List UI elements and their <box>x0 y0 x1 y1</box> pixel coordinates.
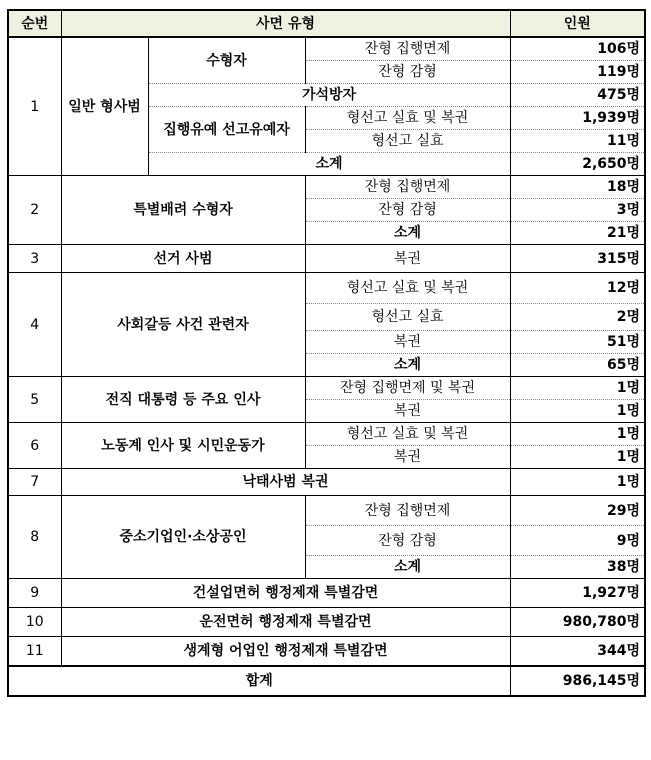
type-label: 잔형 감형 <box>305 526 510 556</box>
category-label: 전직 대통령 등 주요 인사 <box>61 377 305 423</box>
category-label: 선거 사범 <box>61 245 305 273</box>
row-number: 1 <box>8 37 61 176</box>
total-label: 합계 <box>8 666 510 696</box>
type-label: 복권 <box>305 400 510 423</box>
table-row <box>8 37 645 61</box>
count-value: 1명 <box>510 377 645 400</box>
type-label: 형선고 실효 <box>305 304 510 331</box>
table-row <box>8 273 645 304</box>
count-value: 12명 <box>510 273 645 304</box>
type-label: 잔형 집행면제 <box>305 496 510 526</box>
row-number: 6 <box>8 423 61 469</box>
subtotal-label: 소계 <box>305 222 510 245</box>
count-value: 1명 <box>510 400 645 423</box>
header-type: 사면 유형 <box>61 10 510 37</box>
row-number: 7 <box>8 469 61 496</box>
count-value: 1,927명 <box>510 579 645 608</box>
count-value: 9명 <box>510 526 645 556</box>
type-label: 복권 <box>305 331 510 354</box>
row-number: 3 <box>8 245 61 273</box>
count-value: 980,780명 <box>510 608 645 637</box>
category-label: 특별배려 수형자 <box>61 176 305 245</box>
category-label: 건설업면허 행정제재 특별감면 <box>61 579 510 608</box>
count-value: 1명 <box>510 446 645 469</box>
type-label: 가석방자 <box>148 84 510 107</box>
category-label: 생계형 어업인 행정제재 특별감면 <box>61 637 510 667</box>
category-label: 운전면허 행정제재 특별감면 <box>61 608 510 637</box>
count-value: 11명 <box>510 130 645 153</box>
type-label: 복권 <box>305 446 510 469</box>
type-label: 복권 <box>305 245 510 273</box>
category-label: 일반 형사범 <box>61 37 148 176</box>
table-row <box>8 608 645 637</box>
category-label: 사회갈등 사건 관련자 <box>61 273 305 377</box>
table-row <box>8 245 645 273</box>
table-row <box>8 469 645 496</box>
count-value: 2명 <box>510 304 645 331</box>
table-row <box>8 423 645 446</box>
category-label: 낙태사범 복권 <box>61 469 510 496</box>
row-number: 4 <box>8 273 61 377</box>
row-number: 10 <box>8 608 61 637</box>
count-value: 315명 <box>510 245 645 273</box>
subtotal-value: 2,650명 <box>510 153 645 176</box>
header-row <box>8 10 645 37</box>
type-label: 형선고 실효 및 복권 <box>305 423 510 446</box>
table-row <box>8 377 645 400</box>
count-value: 1명 <box>510 423 645 446</box>
type-label: 잔형 감형 <box>305 199 510 222</box>
row-number: 8 <box>8 496 61 579</box>
count-value: 18명 <box>510 176 645 199</box>
table-row <box>8 579 645 608</box>
subcategory-label: 수형자 <box>148 37 305 84</box>
header-count: 인원 <box>510 10 645 37</box>
type-label: 잔형 집행면제 <box>305 176 510 199</box>
type-label: 잔형 집행면제 및 복권 <box>305 377 510 400</box>
count-value: 106명 <box>510 37 645 61</box>
table-row <box>8 176 645 199</box>
total-row <box>8 666 645 696</box>
pardon-summary-table <box>7 9 646 697</box>
total-value: 986,145명 <box>510 666 645 696</box>
header-no: 순번 <box>8 10 61 37</box>
count-value: 3명 <box>510 199 645 222</box>
count-value: 29명 <box>510 496 645 526</box>
row-number: 2 <box>8 176 61 245</box>
count-value: 344명 <box>510 637 645 667</box>
category-label: 노동계 인사 및 시민운동가 <box>61 423 305 469</box>
type-label: 형선고 실효 <box>305 130 510 153</box>
count-value: 1명 <box>510 469 645 496</box>
table-row <box>8 496 645 526</box>
category-label: 중소기업인·소상공인 <box>61 496 305 579</box>
subtotal-value: 21명 <box>510 222 645 245</box>
subtotal-label: 소계 <box>305 354 510 377</box>
subtotal-value: 38명 <box>510 556 645 579</box>
type-label: 형선고 실효 및 복권 <box>305 107 510 130</box>
type-label: 형선고 실효 및 복권 <box>305 273 510 304</box>
count-value: 475명 <box>510 84 645 107</box>
count-value: 51명 <box>510 331 645 354</box>
type-label: 잔형 감형 <box>305 61 510 84</box>
row-number: 5 <box>8 377 61 423</box>
table-row <box>8 637 645 667</box>
row-number: 9 <box>8 579 61 608</box>
type-label: 잔형 집행면제 <box>305 37 510 61</box>
subtotal-label: 소계 <box>148 153 510 176</box>
row-number: 11 <box>8 637 61 667</box>
subtotal-label: 소계 <box>305 556 510 579</box>
count-value: 119명 <box>510 61 645 84</box>
subtotal-value: 65명 <box>510 354 645 377</box>
count-value: 1,939명 <box>510 107 645 130</box>
subcategory-label: 집행유예 선고유예자 <box>148 107 305 153</box>
